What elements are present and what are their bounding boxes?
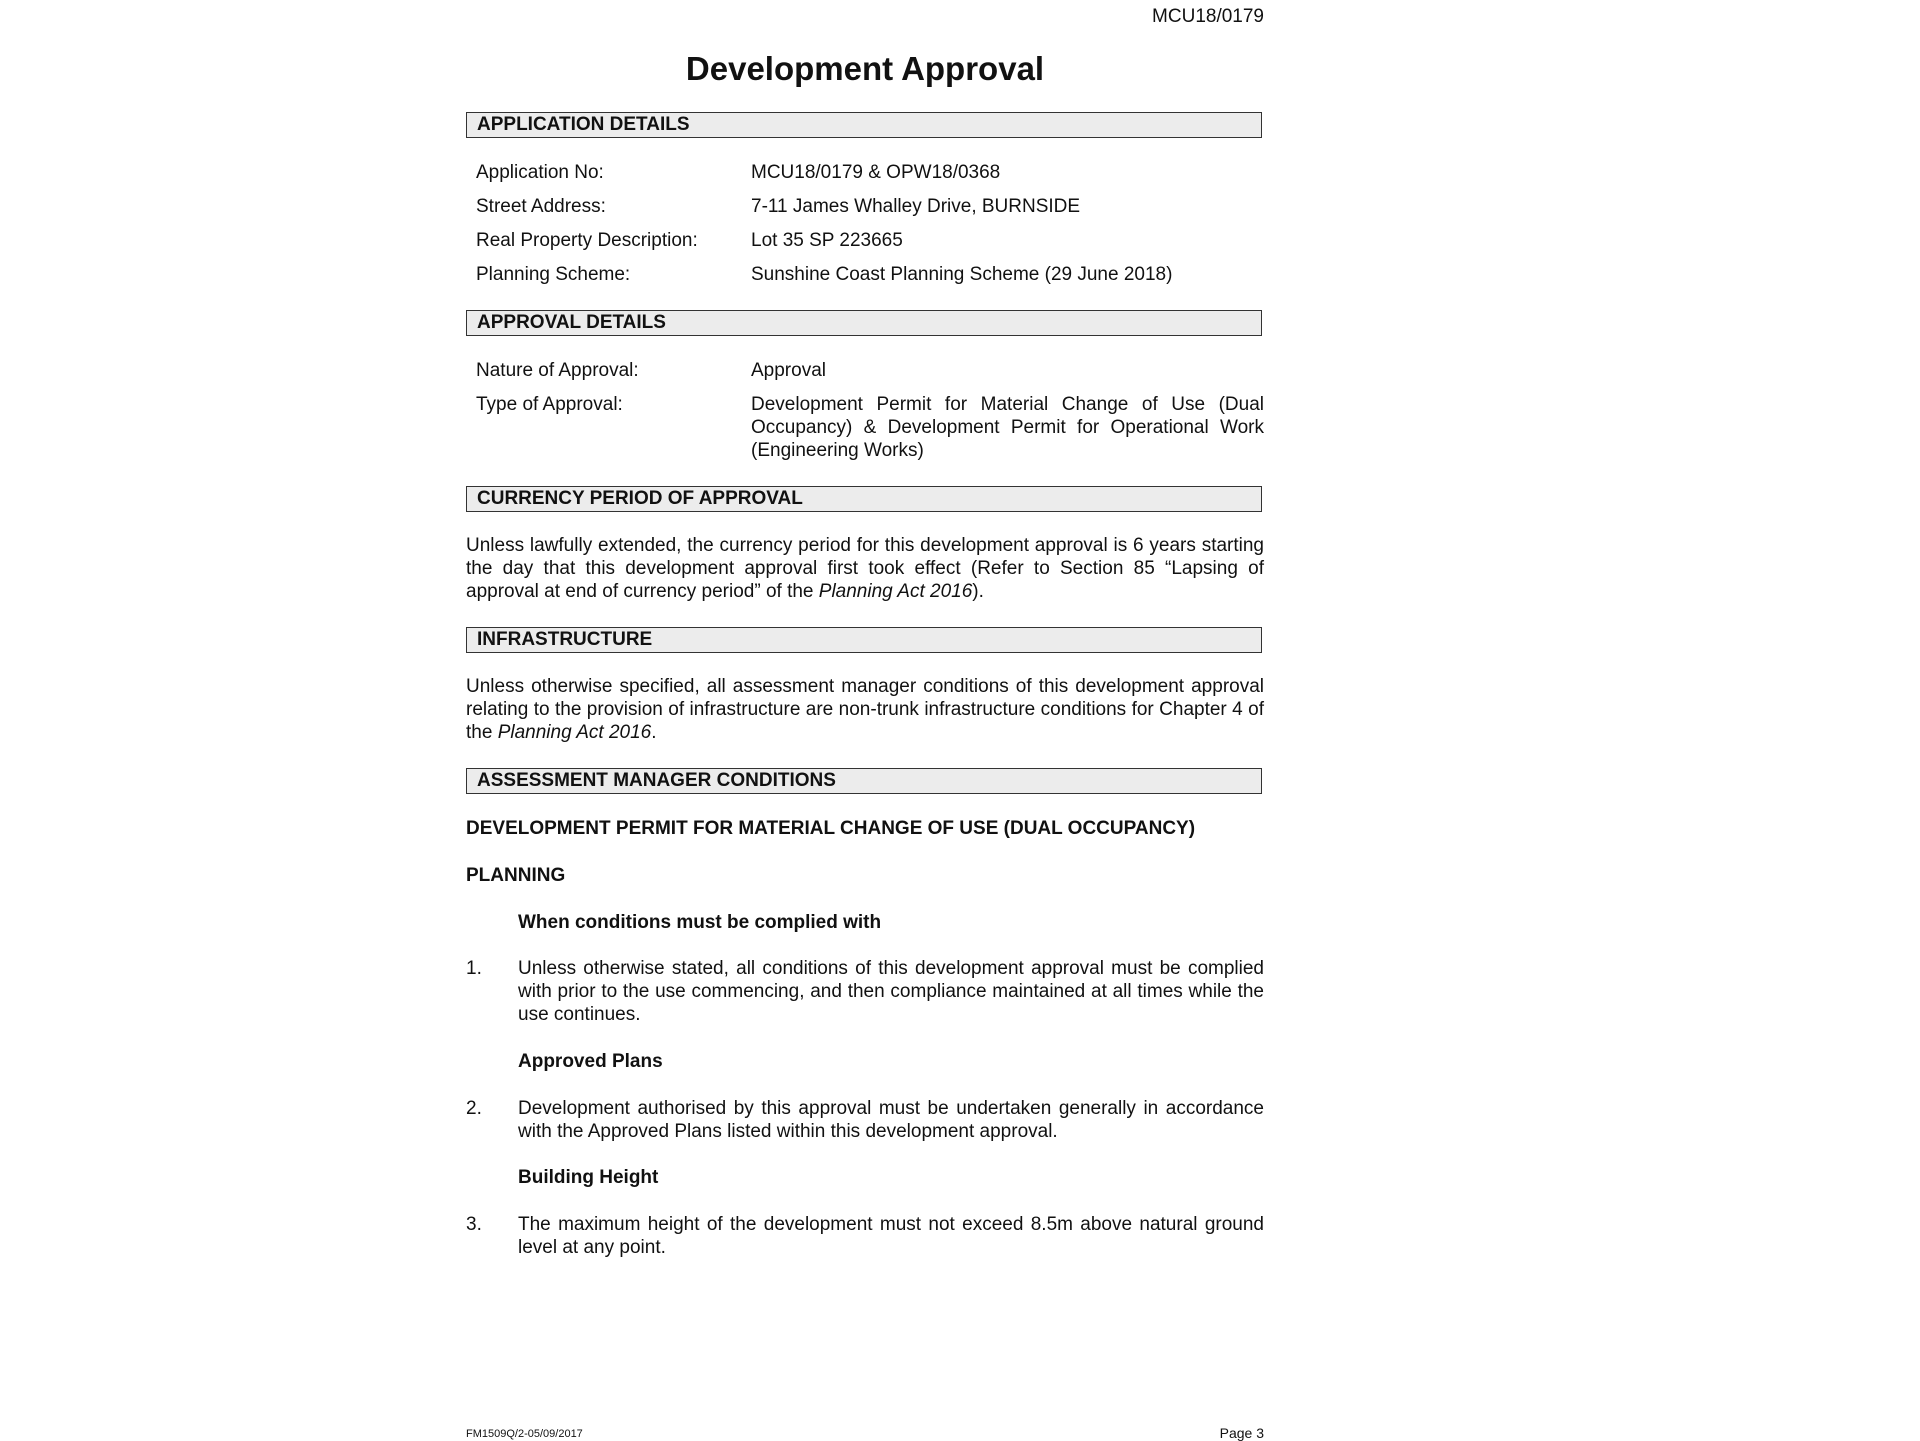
reference-number: MCU18/0179 xyxy=(1152,6,1264,27)
condition-text: Unless otherwise stated, all conditions of this development approval must be complied with prior to the use commencing, and then compliance maintained at all times while the use continues. xyxy=(518,958,1264,1025)
detail-value: Approval xyxy=(751,360,826,381)
detail-label: Real Property Description: xyxy=(476,230,698,251)
page-number: Page 3 xyxy=(1219,1425,1264,1441)
section-assessment-manager-conditions: ASSESSMENT MANAGER CONDITIONS xyxy=(466,768,1262,794)
detail-row-planning-scheme xyxy=(476,263,1264,297)
condition-subheading: Building Height xyxy=(518,1167,659,1188)
detail-label: Street Address: xyxy=(476,196,606,217)
planning-act-reference: Planning Act 2016 xyxy=(497,722,652,743)
approval-details-list xyxy=(476,359,1264,462)
detail-value: Sunshine Coast Planning Scheme (29 June 2018) xyxy=(751,264,1173,285)
condition-text: Development authorised by this approval must be undertaken generally in accordance with the Approved Plans listed within this development approval. xyxy=(518,1098,1264,1142)
detail-row-nature xyxy=(476,359,1264,393)
detail-label: Type of Approval: xyxy=(476,394,623,415)
condition-number: 2. xyxy=(466,1098,482,1119)
detail-row-type xyxy=(476,393,1264,462)
detail-value: 7-11 James Whalley Drive, BURNSIDE xyxy=(751,196,1081,217)
section-currency-period: CURRENCY PERIOD OF APPROVAL xyxy=(466,486,1262,512)
currency-text-start: Unless lawfully extended, the currency period for this development approval is 6 years starting the day that this development approval first took effect (Refer to Section 85 “Lapsing of approval at end of currency period” of the xyxy=(466,535,1264,602)
section-application-details: APPLICATION DETAILS xyxy=(466,112,1262,138)
section-approval-details: APPROVAL DETAILS xyxy=(466,310,1262,336)
section-infrastructure: INFRASTRUCTURE xyxy=(466,627,1262,653)
form-code: FM1509Q/2-05/09/2017 xyxy=(466,1428,583,1440)
condition-number: 1. xyxy=(466,958,482,979)
condition-item xyxy=(466,1213,1264,1259)
currency-text-end: ). xyxy=(972,581,984,602)
condition-item xyxy=(466,1097,1264,1143)
planning-heading: PLANNING xyxy=(466,865,566,886)
currency-period-text xyxy=(466,534,1264,603)
document-page xyxy=(466,0,1264,1440)
detail-row-street-address xyxy=(476,195,1264,229)
condition-number: 3. xyxy=(466,1214,482,1235)
planning-act-reference: Planning Act 2016 xyxy=(818,581,973,602)
condition-item xyxy=(466,957,1264,1026)
detail-row-application-no xyxy=(476,161,1264,195)
infrastructure-text-end: . xyxy=(651,722,657,743)
application-details-list xyxy=(476,161,1264,297)
infrastructure-text-start: Unless otherwise specified, all assessment manager conditions of this development approval relating to the provision of infrastructure are non-trunk infrastructure conditions for Chapter 4 of the xyxy=(466,676,1264,743)
detail-label: Planning Scheme: xyxy=(476,264,631,285)
detail-label: Nature of Approval: xyxy=(476,360,639,381)
infrastructure-text xyxy=(466,675,1264,744)
detail-label: Application No: xyxy=(476,162,604,183)
condition-subheading: When conditions must be complied with xyxy=(518,912,882,933)
document-title: Development Approval xyxy=(685,50,1045,87)
detail-value: MCU18/0179 & OPW18/0368 xyxy=(751,162,1001,183)
condition-subheading: Approved Plans xyxy=(518,1051,663,1072)
permit-heading: DEVELOPMENT PERMIT FOR MATERIAL CHANGE OF USE (DUAL OCCUPANCY) xyxy=(466,818,1196,839)
detail-row-real-property xyxy=(476,229,1264,263)
detail-value: Lot 35 SP 223665 xyxy=(751,230,903,251)
condition-text: The maximum height of the development must not exceed 8.5m above natural ground level at any point. xyxy=(518,1214,1264,1258)
detail-value: Development Permit for Material Change of Use (Dual Occupancy) & Development Permit for Operational Work (Engineering Works) xyxy=(751,394,1264,461)
